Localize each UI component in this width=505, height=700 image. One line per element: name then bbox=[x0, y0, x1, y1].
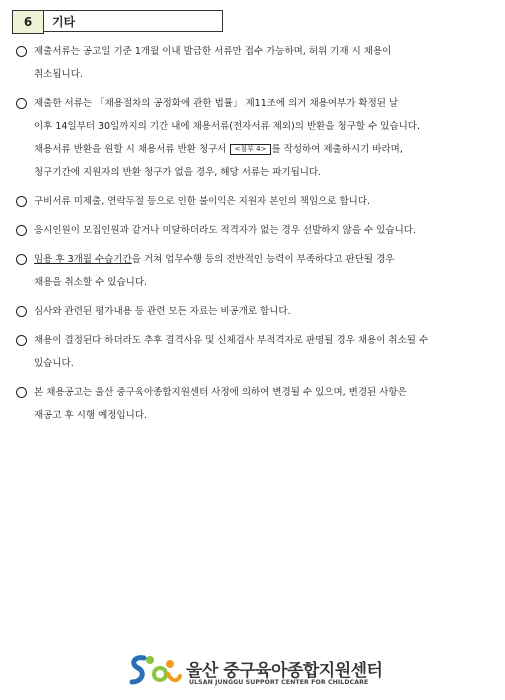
circle-bullet-icon bbox=[16, 335, 27, 346]
list-item: 본 채용공고는 울산 중구육아종합지원센터 사정에 의하여 변경될 수 있으며, 변경된 사항은 재공고 후 시행 예정입니다. bbox=[14, 381, 498, 427]
circle-bullet-icon bbox=[16, 98, 27, 109]
section-title: 기타 bbox=[44, 10, 223, 32]
probation-term: 임용 후 3개월 수습기간 bbox=[34, 254, 132, 265]
section-header bbox=[12, 10, 223, 34]
list-item: 임용 후 3개월 수습기간을 거쳐 업무수행 등의 전반적인 능력이 부족하다고 판단될 경우 채용을 취소할 수 있습니다. bbox=[14, 248, 498, 294]
center-logo bbox=[126, 650, 386, 692]
notice-list bbox=[14, 40, 498, 433]
center-name-kr: 울산 중구육아종합지원센터 bbox=[186, 661, 383, 681]
list-item: 제출한 서류는 「채용절차의 공정화에 관한 법률」 제11조에 의거 채용여부가 확정된 날 이후 14일부터 30일까지의 기간 내에 채용서류(전자서류 제외)의 반환을 청구할 수 있습니다. 채용서류 반환을 원할 시 채용서류 반환 청구서 <첨부 4> 를 작성하여 제출하시기 바라며, 청구기간에 지원자의 반환 청구가 없을 경우, 해당 서류는 파기됩니다. bbox=[14, 92, 498, 184]
list-item: 제출서류는 공고일 기준 1개월 이내 발급한 서류만 접수 가능하며, 허위 기재 시 채용이 취소됩니다. bbox=[14, 40, 498, 86]
circle-bullet-icon bbox=[16, 306, 27, 317]
center-name-en: ULSAN JUNGGU SUPPORT CENTER FOR CHILDCARE bbox=[189, 679, 369, 686]
circle-bullet-icon bbox=[16, 46, 27, 57]
circle-bullet-icon bbox=[16, 254, 27, 265]
list-item: 구비서류 미제출, 연락두절 등으로 인한 불이익은 지원자 본인의 책임으로 합니다. bbox=[14, 190, 498, 213]
section-number: 6 bbox=[12, 10, 44, 34]
circle-bullet-icon bbox=[16, 225, 27, 236]
circle-bullet-icon bbox=[16, 387, 27, 398]
circle-bullet-icon bbox=[16, 196, 27, 207]
list-item: 채용이 결정된다 하더라도 추후 결격사유 및 신체검사 부적격자로 판명될 경우 채용이 취소될 수 있습니다. bbox=[14, 329, 498, 375]
center-logo-icon bbox=[126, 652, 184, 692]
list-item: 응시인원이 모집인원과 같거나 미달하더라도 적격자가 없는 경우 선발하지 않을 수 있습니다. bbox=[14, 219, 498, 242]
attachment-tag: <첨부 4> bbox=[230, 144, 272, 155]
list-item: 심사와 관련된 평가내용 등 관련 모든 자료는 비공개로 합니다. bbox=[14, 300, 498, 323]
